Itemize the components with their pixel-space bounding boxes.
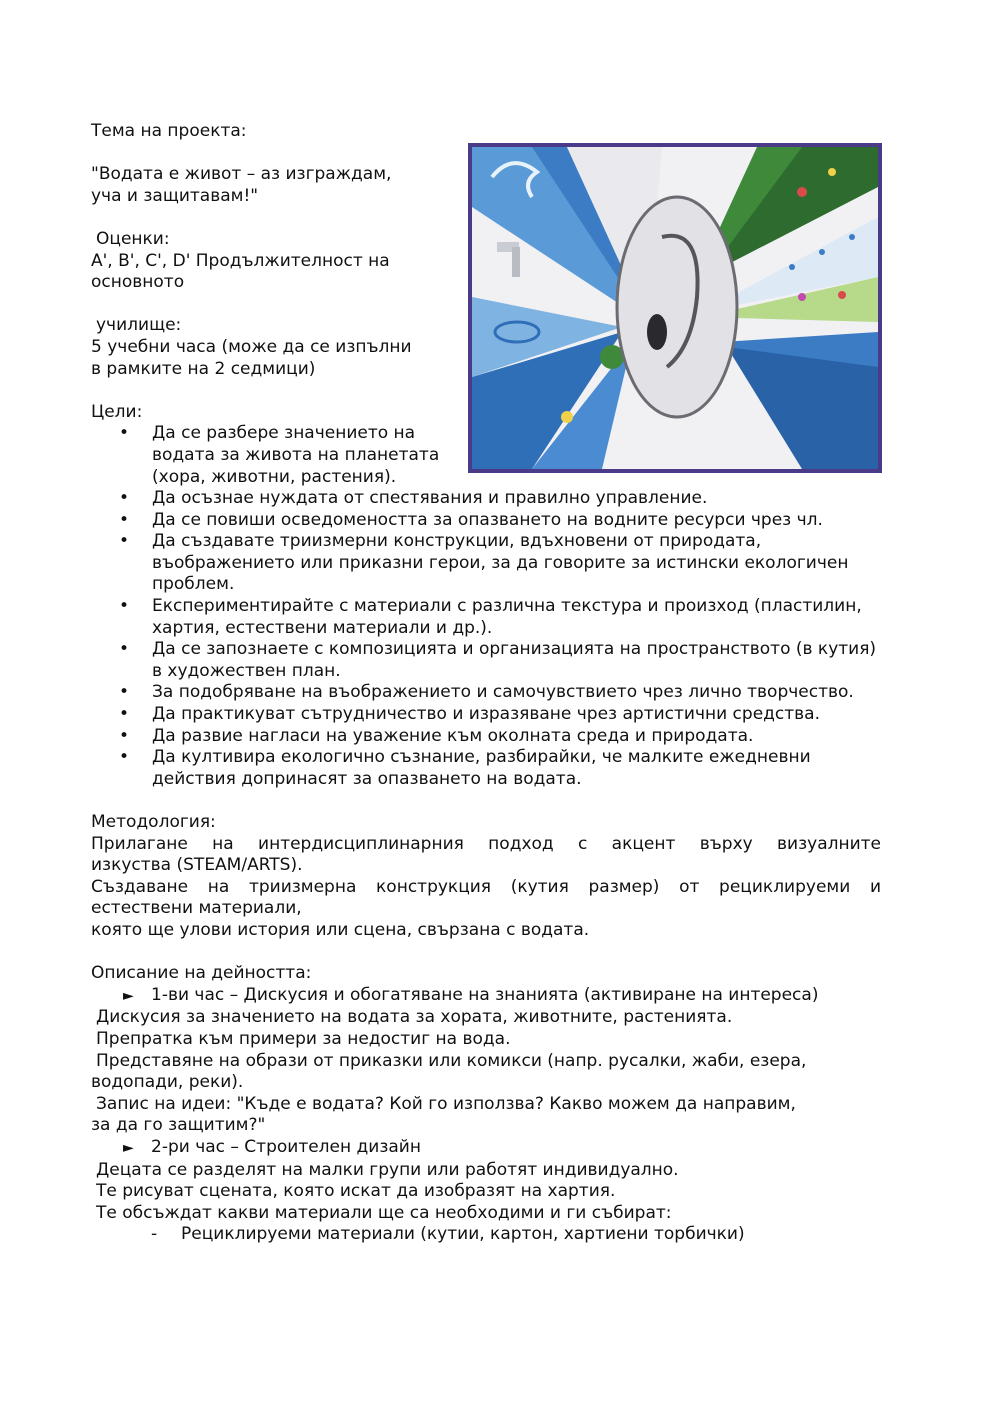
intro-block xyxy=(91,121,451,423)
hour2-heading xyxy=(91,1137,881,1160)
hour2-title: 2-ри час – Строителен дизайн xyxy=(151,1136,421,1157)
hour2-line: Децата се разделят на малки групи или работят индивидуално. xyxy=(96,1159,679,1180)
duration-line: в рамките на 2 седмици) xyxy=(91,358,316,379)
goals-label: Цели: xyxy=(91,401,143,422)
arrow-icon: ► xyxy=(123,987,134,1004)
hour1-line: за да го защитим?" xyxy=(91,1115,266,1136)
goal-item: • Да култивира екологично съзнание, разбирайки, че малките ежедневни действия допринасят за опазването на водата. xyxy=(91,747,881,790)
goal-item: • Експериментирайте с материали с различна текстура и произход (пластилин, хартия, естествени материали и др.). xyxy=(91,596,881,639)
goals-list xyxy=(91,423,881,790)
methodology-text-line: естествени материали, xyxy=(91,898,302,919)
document-body xyxy=(91,121,881,1246)
grades-label: Оценки: xyxy=(96,228,170,249)
goal-item: • Да създавате триизмерни конструкции, вдъхновени от природата, въображението или приказни герои, за да говорите за истински екологичен проблем. xyxy=(91,531,881,596)
dash-bullet: - xyxy=(151,1224,158,1245)
grades-value-line: A', B', C', D' Продължителност на xyxy=(91,250,390,271)
hour1-line: Препратка към примери за недостиг на вода. xyxy=(96,1028,511,1049)
hour2-line: Те обсъждат какви материали ще са необходими и ги събират: xyxy=(96,1202,672,1223)
goal-item: • Да се разбере значението на водата за живота на планетата (хора, животни, растения). xyxy=(91,423,442,488)
school-label: училище: xyxy=(96,315,182,336)
hour1-line: Дискусия за значението на водата за хората, животните, растенията. xyxy=(96,1007,733,1028)
project-title-line: уча и защитавам!" xyxy=(91,185,259,206)
methodology-text-line: изкуства (STEAM/ARTS). xyxy=(91,855,303,876)
goal-item: • За подобряване на въображението и самочувствието чрез лично творчество. xyxy=(91,682,881,704)
project-title-line: "Водата е живот – аз изграждам, xyxy=(91,164,392,185)
goal-item: • Да развие нагласи на уважение към околната среда и природата. xyxy=(91,726,881,748)
grades-value-line: основното xyxy=(91,272,185,293)
materials-item-text: Рециклируеми материали (кутии, картон, хартиени торбички) xyxy=(181,1224,745,1245)
project-theme-label: Тема на проекта: xyxy=(91,121,247,141)
methodology-text-line: която ще улови история или сцена, свързана с водата. xyxy=(91,919,590,940)
goal-item: • Да се запознаете с композицията и организацията на пространството (в кутия) в художествен план. xyxy=(91,639,881,682)
activity-label: Описание на дейността: xyxy=(91,963,312,984)
hour1-line: водопади, реки). xyxy=(91,1072,244,1093)
duration-line: 5 учебни часа (може да се изпълни xyxy=(91,336,412,357)
hour1-line: Запис на идеи: "Къде е водата? Кой го използва? Какво можем да направим, xyxy=(96,1093,796,1114)
hour1-line: Представяне на образи от приказки или комикси (напр. русалки, жаби, езера, xyxy=(96,1050,807,1071)
hour2-line: Те рисуват сцената, която искат да изобразят на хартия. xyxy=(96,1181,616,1202)
arrow-icon: ► xyxy=(123,1139,134,1156)
goal-item: • Да се повиши осведомеността за опазването на водните ресурси чрез чл. xyxy=(91,510,881,532)
hour1-title: 1-ви час – Дискусия и обогатяване на знанията (активиране на интереса) xyxy=(151,984,819,1005)
methodology-label: Методология: xyxy=(91,812,216,832)
goal-item: • Да осъзнае нуждата от спестявания и правилно управление. xyxy=(91,488,881,510)
materials-list-item xyxy=(91,1224,881,1246)
methodology-text-line: Прилагане на интердисциплинарния подход с акцент върху визуалните xyxy=(91,833,881,854)
goal-item: • Да практикуват сътрудничество и изразяване чрез артистични средства. xyxy=(91,704,881,726)
methodology-text-line: Създаване на триизмерна конструкция (кутия размер) от рециклируеми и xyxy=(91,876,881,897)
hour1-heading xyxy=(91,985,881,1008)
